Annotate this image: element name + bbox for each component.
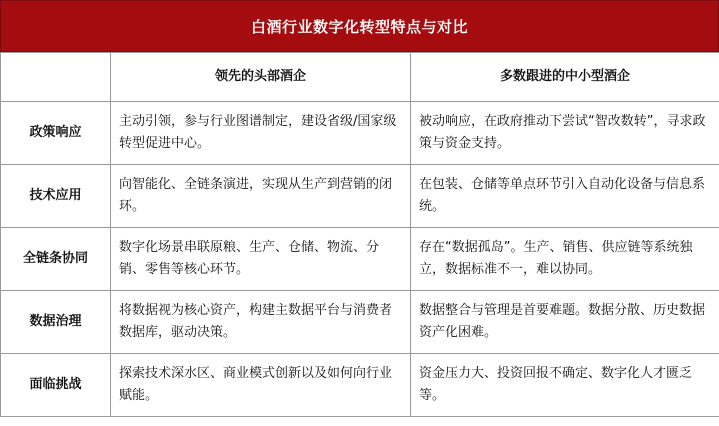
- header-leading-firms: 领先的头部酒企: [111, 53, 411, 102]
- table-title: 白酒行业数字化转型特点与对比: [0, 0, 719, 52]
- table-row: [1, 228, 719, 291]
- cell-following: 被动响应，在政府推动下尝试“智改数转”，寻求政策与资金支持。: [411, 102, 719, 165]
- table-row: [1, 354, 719, 417]
- cell-leading: 向智能化、全链条演进，实现从生产到营销的闭环。: [111, 165, 411, 228]
- header-following-firms: 多数跟进的中小型酒企: [411, 53, 719, 102]
- table-row: [1, 102, 719, 165]
- row-label-policy-response: 政策响应: [1, 102, 111, 165]
- row-label-data-governance: 数据治理: [1, 291, 111, 354]
- cell-leading: 将数据视为核心资产，构建主数据平台与消费者数据库，驱动决策。: [111, 291, 411, 354]
- cell-following: 存在“数据孤岛”。生产、销售、供应链等系统独立，数据标准不一，难以协同。: [411, 228, 719, 291]
- cell-following: 在包装、仓储等单点环节引入自动化设备与信息系统。: [411, 165, 719, 228]
- table-row: [1, 291, 719, 354]
- cell-following: 数据整合与管理是首要难题。数据分散、历史数据资产化困难。: [411, 291, 719, 354]
- row-label-full-chain: 全链条协同: [1, 228, 111, 291]
- cell-leading: 探索技术深水区、商业模式创新以及如何向行业赋能。: [111, 354, 411, 417]
- header-corner-cell: [1, 53, 111, 102]
- cell-following: 资金压力大、投资回报不确定、数字化人才匮乏等。: [411, 354, 719, 417]
- cell-leading: 主动引领，参与行业图谱制定，建设省级/国家级转型促进中心。: [111, 102, 411, 165]
- comparison-table: [0, 52, 719, 417]
- table-row: [1, 165, 719, 228]
- cell-leading: 数字化场景串联原粮、生产、仓储、物流、分销、零售等核心环节。: [111, 228, 411, 291]
- table-header-row: [1, 53, 719, 102]
- row-label-challenges: 面临挑战: [1, 354, 111, 417]
- row-label-technology: 技术应用: [1, 165, 111, 228]
